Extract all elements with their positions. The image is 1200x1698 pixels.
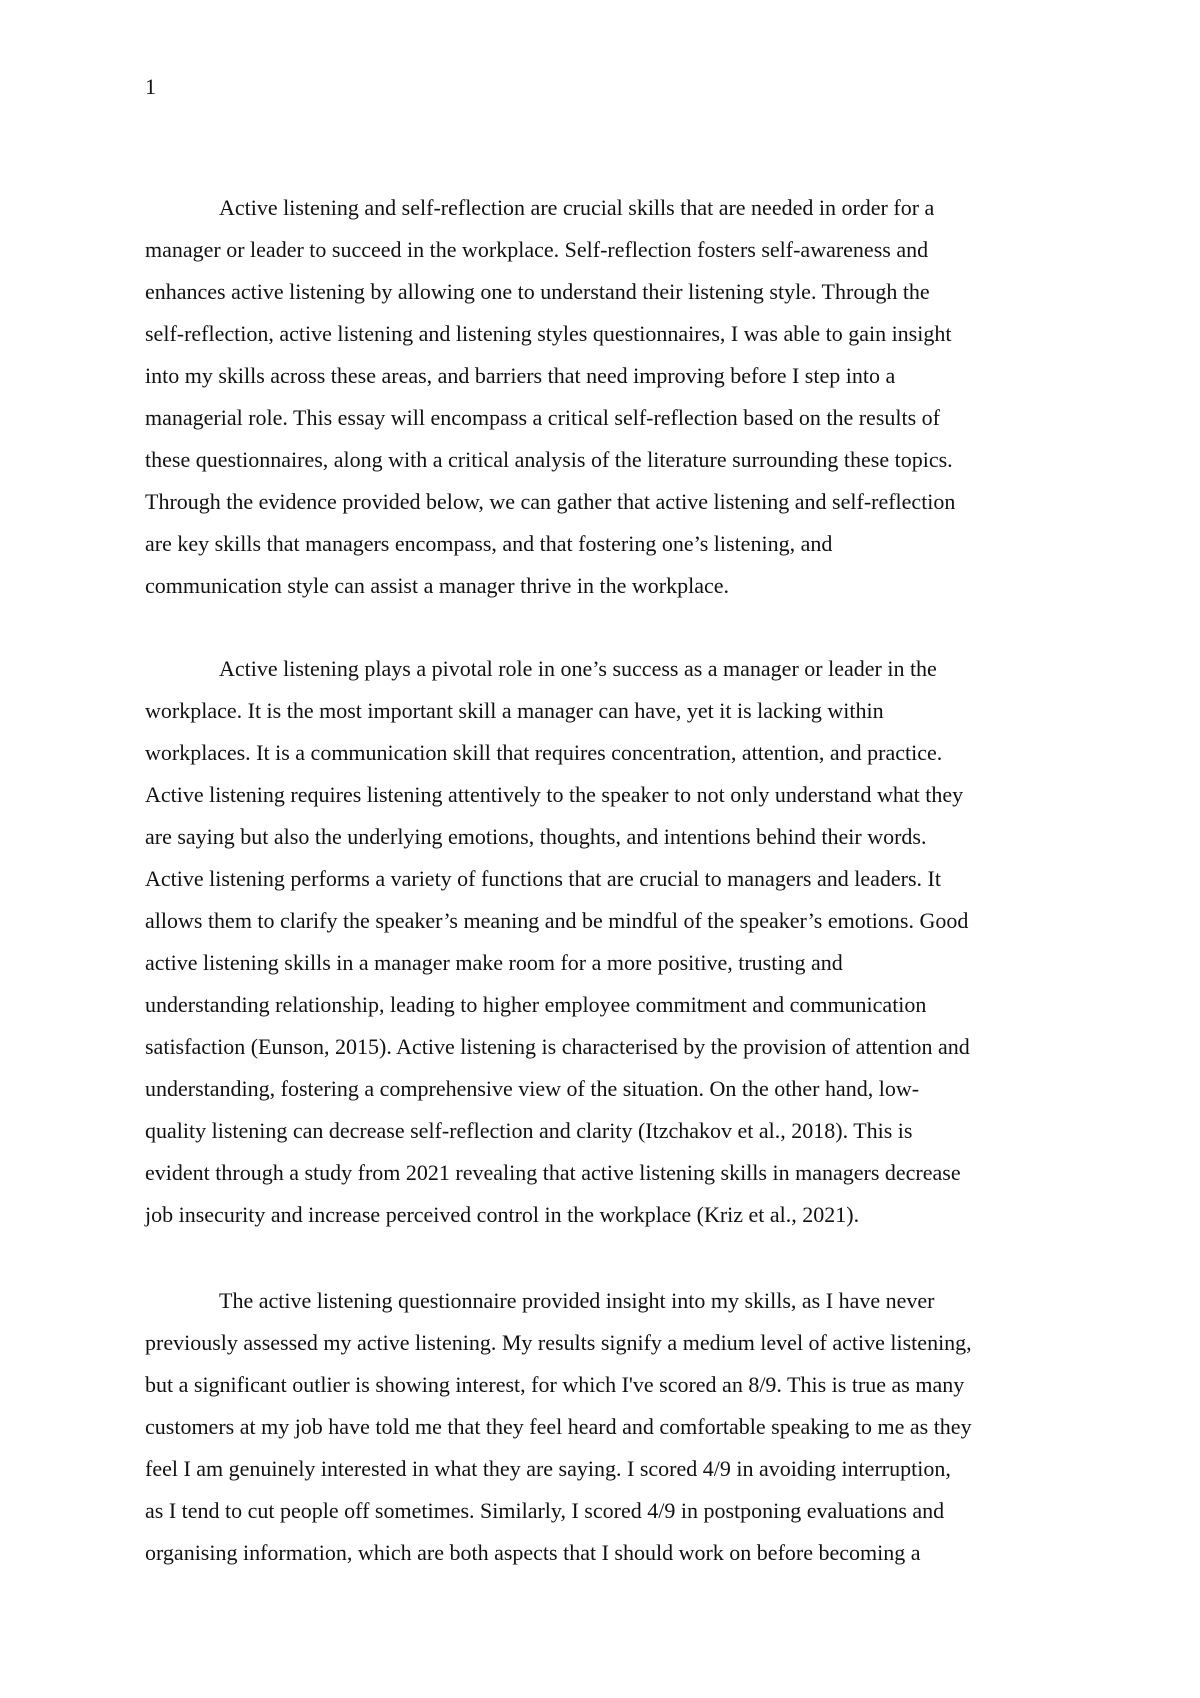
paragraph-line: previously assessed my active listening. My results signify a medium level of active listening,: [145, 1330, 972, 1355]
paragraph-line: enhances active listening by allowing one to understand their listening style. Through the: [145, 279, 930, 304]
paragraph-line: The active listening questionnaire provided insight into my skills, as I have never: [219, 1288, 935, 1313]
paragraph-line: Active listening and self-reflection are crucial skills that are needed in order for a: [219, 195, 935, 220]
paragraph-line: satisfaction (Eunson, 2015). Active listening is characterised by the provision of attention and: [145, 1034, 970, 1059]
paragraph-line: understanding, fostering a comprehensive view of the situation. On the other hand, low-: [145, 1076, 920, 1101]
paragraph-line: as I tend to cut people off sometimes. Similarly, I scored 4/9 in postponing evaluations and: [145, 1498, 945, 1523]
paragraph-line: these questionnaires, along with a critical analysis of the literature surrounding these topics.: [145, 447, 953, 472]
paragraph-1: [145, 187, 1075, 607]
paragraph-2: [145, 648, 1075, 1236]
paragraph-line: organising information, which are both aspects that I should work on before becoming a: [145, 1540, 921, 1565]
paragraph-line: active listening skills in a manager make room for a more positive, trusting and: [145, 950, 843, 975]
paragraph-line: Active listening requires listening attentively to the speaker to not only understand what they: [145, 782, 964, 807]
paragraph-line: managerial role. This essay will encompass a critical self-reflection based on the results of: [145, 405, 940, 430]
paragraph-line: workplaces. It is a communication skill that requires concentration, attention, and practice.: [145, 740, 943, 765]
paragraph-line: job insecurity and increase perceived control in the workplace (Kriz et al., 2021).: [145, 1202, 860, 1227]
paragraph-line: customers at my job have told me that they feel heard and comfortable speaking to me as they: [145, 1414, 972, 1439]
paragraph-line: self-reflection, active listening and listening styles questionnaires, I was able to gain insight: [145, 321, 952, 346]
paragraph-line: Active listening plays a pivotal role in one’s success as a manager or leader in the: [219, 656, 937, 681]
paragraph-line: workplace. It is the most important skill a manager can have, yet it is lacking within: [145, 698, 884, 723]
page-number: 1: [145, 74, 156, 99]
paragraph-line: are saying but also the underlying emotions, thoughts, and intentions behind their words.: [145, 824, 927, 849]
paragraph-line: communication style can assist a manager thrive in the workplace.: [145, 573, 730, 598]
paragraph-3: [145, 1280, 1075, 1574]
paragraph-line: feel I am genuinely interested in what they are saying. I scored 4/9 in avoiding interruption,: [145, 1456, 951, 1481]
paragraph-line: understanding relationship, leading to higher employee commitment and communication: [145, 992, 927, 1017]
paragraph-line: but a significant outlier is showing interest, for which I've scored an 8/9. This is true as many: [145, 1372, 965, 1397]
paragraph-line: into my skills across these areas, and barriers that need improving before I step into a: [145, 363, 896, 388]
paragraph-line: Through the evidence provided below, we can gather that active listening and self-reflection: [145, 489, 956, 514]
paragraph-line: allows them to clarify the speaker’s meaning and be mindful of the speaker’s emotions. Good: [145, 908, 969, 933]
paragraph-line: Active listening performs a variety of functions that are crucial to managers and leaders. It: [145, 866, 941, 891]
paragraph-line: are key skills that managers encompass, and that fostering one’s listening, and: [145, 531, 833, 556]
paragraph-line: manager or leader to succeed in the workplace. Self-reflection fosters self-awareness and: [145, 237, 929, 262]
paragraph-line: quality listening can decrease self-reflection and clarity (Itzchakov et al., 2018). This is: [145, 1118, 913, 1143]
paragraph-line: evident through a study from 2021 revealing that active listening skills in managers decrease: [145, 1160, 961, 1185]
